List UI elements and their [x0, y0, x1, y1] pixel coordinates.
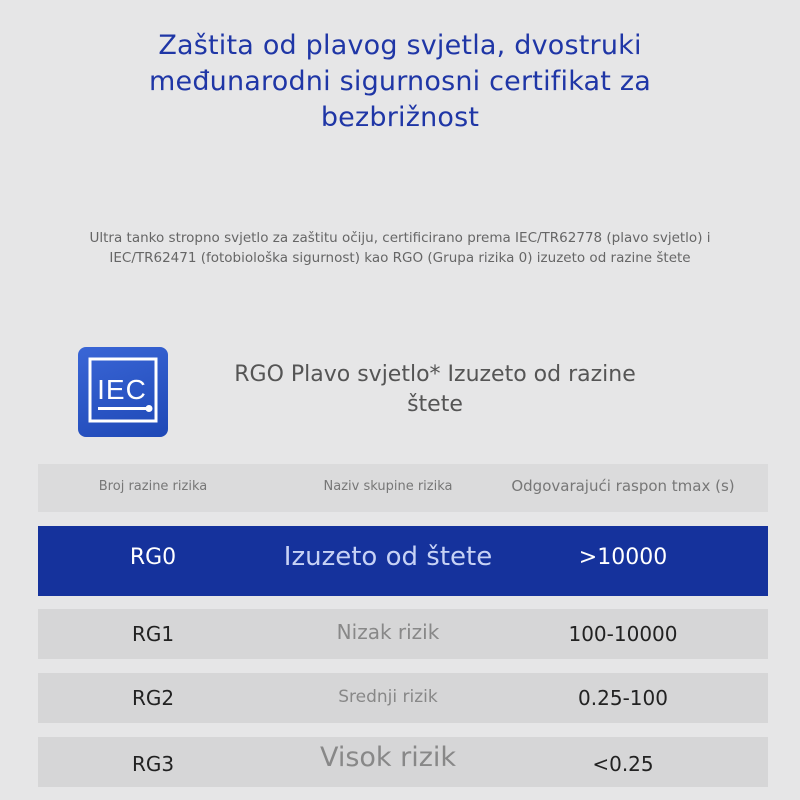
iec-logo-text: IEC [97, 374, 147, 405]
table-row-rg2 [38, 673, 768, 723]
row-level: RG0 [129, 545, 177, 570]
row-level: RG3 [131, 752, 175, 776]
row-group-name: Srednji rizik [338, 687, 438, 707]
rgo-title-line-1: RGO Plavo svjetlo* Izuzeto od razine [234, 362, 636, 387]
page-headline [100, 28, 700, 136]
subtitle-line-1: Ultra tanko stropno svjetlo za zaštitu očiju, certificirano prema IEC/TR62778 (plavo svjetlo) i [89, 230, 711, 246]
rgo-title [200, 360, 670, 420]
row-tmax-range: 100-10000 [568, 622, 678, 646]
row-tmax-range: <0.25 [592, 752, 654, 776]
header-risk-group-name: Naziv skupine rizika [323, 479, 453, 494]
iec-logo-icon [78, 347, 168, 437]
table-row-rg1 [38, 609, 768, 659]
row-level: RG2 [131, 686, 175, 710]
rgo-title-line-2: štete [407, 392, 463, 417]
iec-logo [78, 347, 168, 437]
headline-line-2: međunarodni sigurnosni certifikat za [149, 66, 651, 97]
headline-line-1: Zaštita od plavog svjetla, dvostruki [158, 30, 642, 61]
header-risk-level-number: Broj razine rizika [98, 479, 208, 494]
headline-line-3: bezbrižnost [320, 102, 480, 133]
subtitle-line-2: IEC/TR62471 (fotobiološka sigurnost) kao RGO (Grupa rizika 0) izuzeto od razine štete [109, 250, 691, 266]
row-group-name: Izuzeto od štete [283, 542, 493, 572]
header-tmax-range: Odgovarajući raspon tmax (s) [511, 477, 735, 495]
table-row-rg3 [38, 737, 768, 787]
table-header [38, 464, 768, 512]
row-group-name: Nizak rizik [336, 620, 440, 644]
row-tmax-range: >10000 [578, 545, 668, 570]
row-group-name: Visok rizik [319, 742, 457, 773]
row-tmax-range: 0.25-100 [578, 686, 668, 710]
table-row-rg0 [38, 526, 768, 596]
row-level: RG1 [131, 622, 175, 646]
page-subtitle [40, 228, 760, 268]
